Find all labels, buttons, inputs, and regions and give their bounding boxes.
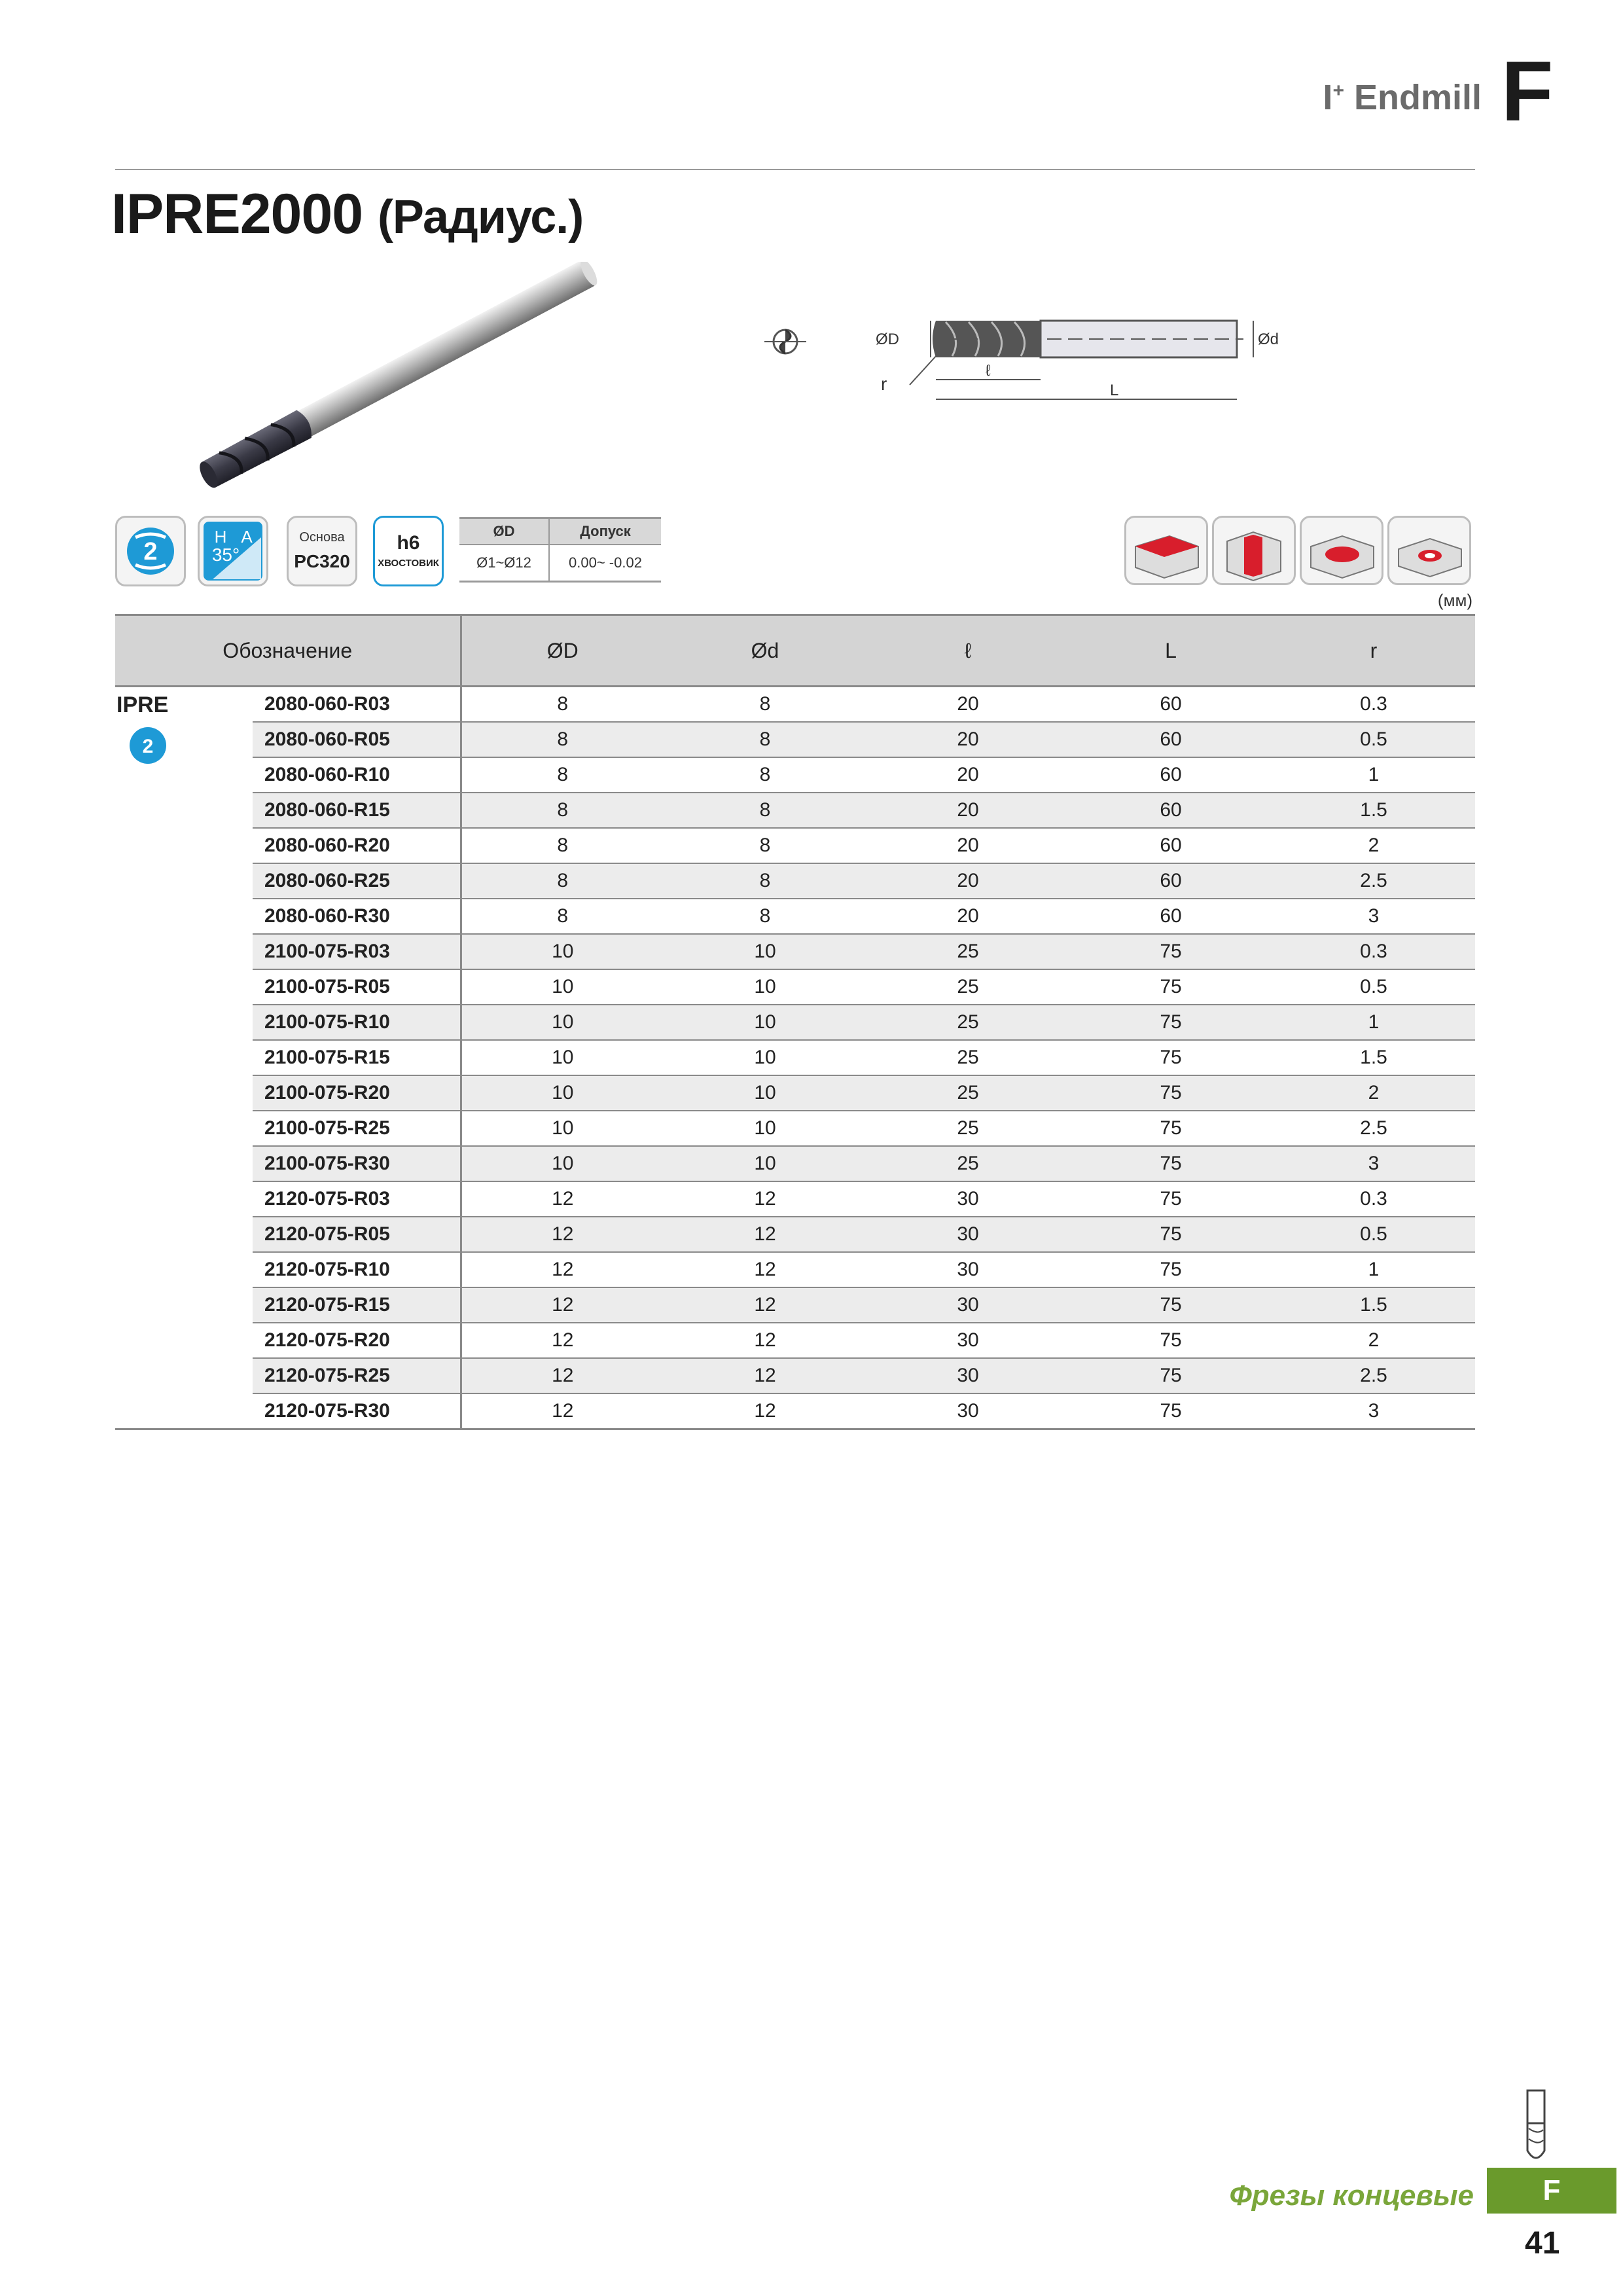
header-D: ØD — [461, 615, 664, 687]
cell-D: 10 — [461, 1040, 664, 1075]
cell-D: 8 — [461, 722, 664, 757]
cell-L: 75 — [1069, 1111, 1272, 1146]
product-code: 2100-075-R30 — [253, 1146, 461, 1181]
title-sub: (Радиус.) — [377, 191, 584, 243]
cell-l: 25 — [866, 934, 1069, 969]
cell-D: 12 — [461, 1393, 664, 1429]
table-row — [115, 934, 1475, 969]
shank-tolerance-icon — [373, 516, 444, 586]
cell-d: 10 — [664, 1146, 866, 1181]
cell-l: 20 — [866, 793, 1069, 828]
cell-d: 10 — [664, 1005, 866, 1040]
slotting-icon — [1212, 516, 1296, 585]
cell-D: 8 — [461, 757, 664, 793]
flutes-icon — [115, 516, 186, 586]
cell-D: 8 — [461, 687, 664, 723]
table-row — [115, 1217, 1475, 1252]
cell-l: 25 — [866, 969, 1069, 1005]
product-code: 2120-075-R30 — [253, 1393, 461, 1429]
cell-L: 60 — [1069, 899, 1272, 934]
table-row — [115, 722, 1475, 757]
cell-d: 10 — [664, 1075, 866, 1111]
cell-D: 12 — [461, 1217, 664, 1252]
product-code: 2080-060-R20 — [253, 828, 461, 863]
product-code: 2120-075-R20 — [253, 1323, 461, 1358]
cell-L: 75 — [1069, 1075, 1272, 1111]
helix-angle-value: 35° — [211, 545, 240, 565]
cell-L: 75 — [1069, 969, 1272, 1005]
cell-l: 30 — [866, 1217, 1069, 1252]
cell-l: 20 — [866, 757, 1069, 793]
product-code: 2080-060-R30 — [253, 899, 461, 934]
cell-d: 10 — [664, 934, 866, 969]
cell-D: 12 — [461, 1323, 664, 1358]
cell-D: 8 — [461, 899, 664, 934]
helix-a: A — [241, 527, 253, 547]
cell-D: 12 — [461, 1181, 664, 1217]
dim-l-label: ℓ — [986, 362, 991, 380]
table-row — [115, 828, 1475, 863]
cell-r: 2.5 — [1272, 1111, 1475, 1146]
cell-l: 30 — [866, 1358, 1069, 1393]
cell-D: 10 — [461, 1146, 664, 1181]
cell-L: 60 — [1069, 828, 1272, 863]
cell-d: 12 — [664, 1217, 866, 1252]
tol-col-tolerance: Допуск — [549, 518, 661, 545]
header-r: r — [1272, 615, 1475, 687]
cell-l: 25 — [866, 1075, 1069, 1111]
product-code: 2120-075-R05 — [253, 1217, 461, 1252]
cell-l: 20 — [866, 863, 1069, 899]
cell-D: 10 — [461, 1005, 664, 1040]
cell-L: 75 — [1069, 1005, 1272, 1040]
cell-l: 25 — [866, 1146, 1069, 1181]
cell-L: 60 — [1069, 757, 1272, 793]
cell-L: 75 — [1069, 1181, 1272, 1217]
plunging-icon — [1387, 516, 1471, 585]
cell-L: 75 — [1069, 1146, 1272, 1181]
table-row — [115, 863, 1475, 899]
cell-L: 60 — [1069, 863, 1272, 899]
cell-l: 20 — [866, 722, 1069, 757]
cell-r: 1.5 — [1272, 793, 1475, 828]
cell-L: 75 — [1069, 1358, 1272, 1393]
product-code: 2080-060-R05 — [253, 722, 461, 757]
group-flutes-icon — [127, 725, 169, 766]
cell-D: 8 — [461, 863, 664, 899]
cell-d: 12 — [664, 1287, 866, 1323]
tol-val-D: Ø1~Ø12 — [459, 545, 549, 582]
cell-r: 3 — [1272, 899, 1475, 934]
table-row — [115, 687, 1475, 723]
cell-D: 10 — [461, 1111, 664, 1146]
product-code: 2080-060-R10 — [253, 757, 461, 793]
ball-endmill-icon — [1518, 2088, 1554, 2166]
cell-l: 30 — [866, 1252, 1069, 1287]
cell-d: 12 — [664, 1358, 866, 1393]
table-row — [115, 757, 1475, 793]
product-code: 2100-075-R15 — [253, 1040, 461, 1075]
flutes-count: 2 — [143, 538, 158, 565]
cell-l: 25 — [866, 1111, 1069, 1146]
cell-l: 30 — [866, 1181, 1069, 1217]
product-code: 2100-075-R05 — [253, 969, 461, 1005]
cell-r: 1 — [1272, 1005, 1475, 1040]
dim-D-label: ØD — [876, 331, 899, 348]
table-row — [115, 1252, 1475, 1287]
endmill-photo — [190, 262, 609, 497]
page-title — [111, 182, 583, 247]
cell-l: 25 — [866, 1005, 1069, 1040]
cell-r: 0.3 — [1272, 687, 1475, 723]
product-code: 2120-075-R03 — [253, 1181, 461, 1217]
cell-l: 20 — [866, 828, 1069, 863]
cell-l: 25 — [866, 1040, 1069, 1075]
cell-L: 60 — [1069, 687, 1272, 723]
group-flutes-count: 2 — [142, 736, 154, 757]
title-main: IPRE2000 — [111, 183, 363, 245]
header-L: L — [1069, 615, 1272, 687]
cell-L: 75 — [1069, 934, 1272, 969]
cell-L: 75 — [1069, 1217, 1272, 1252]
table-row — [115, 793, 1475, 828]
tolerance-table — [459, 517, 661, 583]
product-code: 2080-060-R03 — [253, 687, 461, 723]
table-row — [115, 1075, 1475, 1111]
cell-d: 12 — [664, 1181, 866, 1217]
cell-r: 1 — [1272, 1252, 1475, 1287]
cell-d: 8 — [664, 863, 866, 899]
header-d: Ød — [664, 615, 866, 687]
product-code: 2100-075-R20 — [253, 1075, 461, 1111]
cell-D: 12 — [461, 1252, 664, 1287]
footer-section-tab: F — [1487, 2168, 1616, 2214]
tol-val-tolerance: 0.00~ -0.02 — [549, 545, 661, 582]
cell-d: 8 — [664, 899, 866, 934]
cell-L: 75 — [1069, 1393, 1272, 1429]
cell-D: 8 — [461, 793, 664, 828]
cell-l: 30 — [866, 1393, 1069, 1429]
base-grade: PC320 — [294, 551, 350, 571]
table-row — [115, 1323, 1475, 1358]
helix-angle-icon — [198, 516, 268, 586]
cell-r: 1.5 — [1272, 1040, 1475, 1075]
cell-d: 10 — [664, 969, 866, 1005]
table-row — [115, 1287, 1475, 1323]
base-label: Основа — [299, 530, 345, 545]
cell-D: 10 — [461, 969, 664, 1005]
pocketing-icon — [1300, 516, 1383, 585]
product-code: 2120-075-R10 — [253, 1252, 461, 1287]
cell-r: 2 — [1272, 1075, 1475, 1111]
cell-l: 30 — [866, 1287, 1069, 1323]
cell-L: 75 — [1069, 1040, 1272, 1075]
cell-L: 60 — [1069, 722, 1272, 757]
dim-d-label: Ød — [1258, 331, 1279, 348]
cell-r: 3 — [1272, 1146, 1475, 1181]
table-row — [115, 1393, 1475, 1429]
side-milling-icon — [1124, 516, 1208, 585]
table-row — [115, 969, 1475, 1005]
cell-L: 60 — [1069, 793, 1272, 828]
dim-r-label: r — [881, 374, 887, 394]
product-code: 2100-075-R25 — [253, 1111, 461, 1146]
helix-h: H — [214, 527, 227, 547]
cell-d: 8 — [664, 793, 866, 828]
cell-D: 8 — [461, 828, 664, 863]
cell-l: 20 — [866, 687, 1069, 723]
cell-r: 2.5 — [1272, 1358, 1475, 1393]
cell-r: 0.3 — [1272, 934, 1475, 969]
table-row — [115, 899, 1475, 934]
product-code: 2080-060-R25 — [253, 863, 461, 899]
series-sup: + — [1332, 80, 1344, 101]
cell-d: 8 — [664, 687, 866, 723]
cell-d: 12 — [664, 1252, 866, 1287]
cell-D: 12 — [461, 1287, 664, 1323]
shank-label: ХВОСТОВИК — [378, 558, 439, 569]
cell-r: 2 — [1272, 1323, 1475, 1358]
product-table — [115, 614, 1475, 1430]
table-row — [115, 1146, 1475, 1181]
cell-d: 10 — [664, 1111, 866, 1146]
table-row — [115, 1358, 1475, 1393]
cell-r: 2.5 — [1272, 863, 1475, 899]
cell-L: 75 — [1069, 1252, 1272, 1287]
product-code: 2100-075-R10 — [253, 1005, 461, 1040]
group-label: IPRE — [116, 692, 169, 717]
cell-r: 3 — [1272, 1393, 1475, 1429]
cell-r: 0.5 — [1272, 1217, 1475, 1252]
dim-L-label: L — [1110, 382, 1119, 399]
cell-d: 12 — [664, 1393, 866, 1429]
cell-d: 8 — [664, 757, 866, 793]
product-code: 2120-075-R25 — [253, 1358, 461, 1393]
cell-D: 10 — [461, 1075, 664, 1111]
cell-r: 1 — [1272, 757, 1475, 793]
header-designation: Обозначение — [115, 615, 461, 687]
page-number: 41 — [1525, 2226, 1560, 2261]
table-row — [115, 1040, 1475, 1075]
series-prefix: I — [1323, 78, 1333, 117]
cell-l: 30 — [866, 1323, 1069, 1358]
cell-D: 12 — [461, 1358, 664, 1393]
cell-l: 20 — [866, 899, 1069, 934]
cell-r: 0.3 — [1272, 1181, 1475, 1217]
series-title — [1323, 77, 1482, 118]
cell-d: 8 — [664, 722, 866, 757]
cell-d: 10 — [664, 1040, 866, 1075]
cell-r: 0.5 — [1272, 969, 1475, 1005]
shank-tol: h6 — [397, 532, 420, 554]
header-l: ℓ — [866, 615, 1069, 687]
footer-category: Фрезы концевые — [1229, 2179, 1474, 2212]
table-row — [115, 1005, 1475, 1040]
product-code: 2100-075-R03 — [253, 934, 461, 969]
cell-d: 8 — [664, 828, 866, 863]
cell-r: 2 — [1272, 828, 1475, 863]
dimension-drawing — [759, 308, 1348, 412]
section-letter: F — [1501, 43, 1554, 139]
product-code: 2120-075-R15 — [253, 1287, 461, 1323]
cell-L: 75 — [1069, 1287, 1272, 1323]
cell-r: 0.5 — [1272, 722, 1475, 757]
table-row — [115, 1111, 1475, 1146]
cell-d: 12 — [664, 1323, 866, 1358]
header-divider — [115, 169, 1475, 170]
cross-section-icon — [764, 330, 806, 353]
cell-L: 75 — [1069, 1323, 1272, 1358]
table-header-row — [115, 615, 1475, 687]
table-row — [115, 1181, 1475, 1217]
unit-label: (мм) — [1437, 590, 1472, 610]
product-code: 2080-060-R15 — [253, 793, 461, 828]
cell-D: 10 — [461, 934, 664, 969]
group-cell — [115, 687, 253, 1429]
series-name: Endmill — [1353, 78, 1482, 117]
tol-col-D: ØD — [459, 518, 549, 545]
base-grade-icon — [287, 516, 357, 586]
cell-r: 1.5 — [1272, 1287, 1475, 1323]
